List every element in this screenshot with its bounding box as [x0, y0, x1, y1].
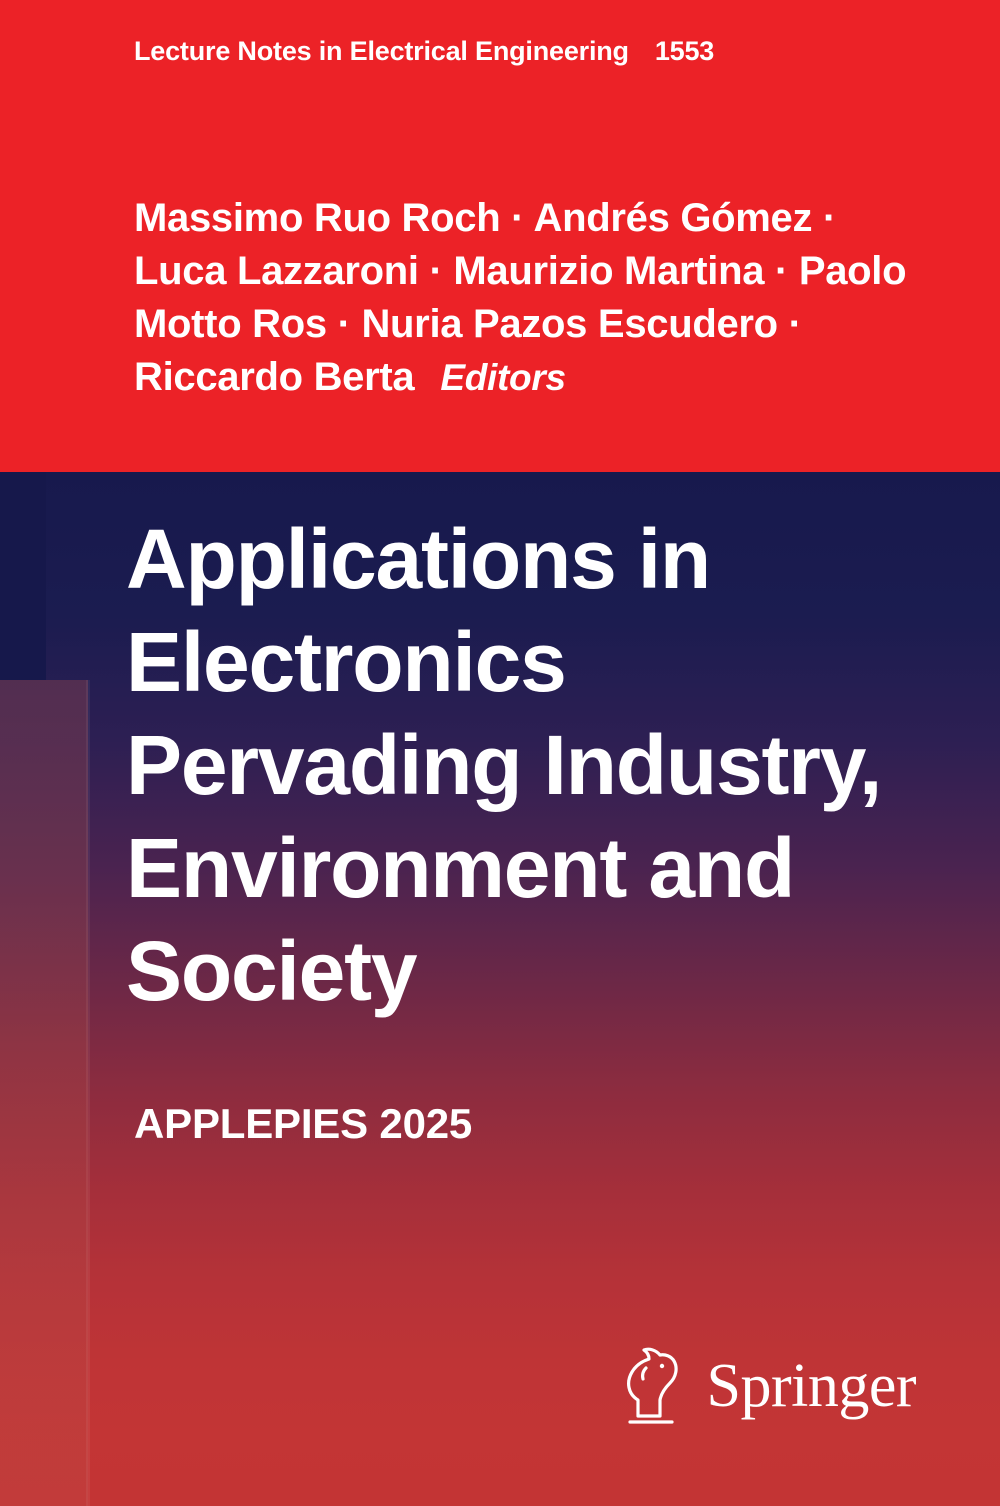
publisher-logo [616, 1344, 916, 1428]
book-title: Applications in Electronics Pervading Industry, Environment and Society [126, 512, 882, 1018]
series-name: Lecture Notes in Electrical Engineering [134, 36, 629, 66]
editors-block [134, 192, 924, 404]
series-band [0, 0, 1000, 472]
publisher-name: Springer [706, 1351, 916, 1420]
cover-left-stripe-edge [86, 680, 90, 1506]
cover-left-stripe [0, 680, 88, 1506]
series-title [134, 36, 714, 67]
book-subtitle: APPLEPIES 2025 [134, 1100, 473, 1147]
series-volume: 1553 [654, 36, 715, 66]
cover-left-navy-block [0, 472, 46, 680]
editor-names: Massimo Ruo Roch · Andrés Gómez · Luca Lazzaroni · Maurizio Martina · Paolo Motto Ros · Nuria Pazos Escudero · Riccardo Berta [134, 196, 907, 399]
springer-knight-icon [616, 1344, 690, 1428]
editors-role-label: Editors [440, 357, 566, 398]
